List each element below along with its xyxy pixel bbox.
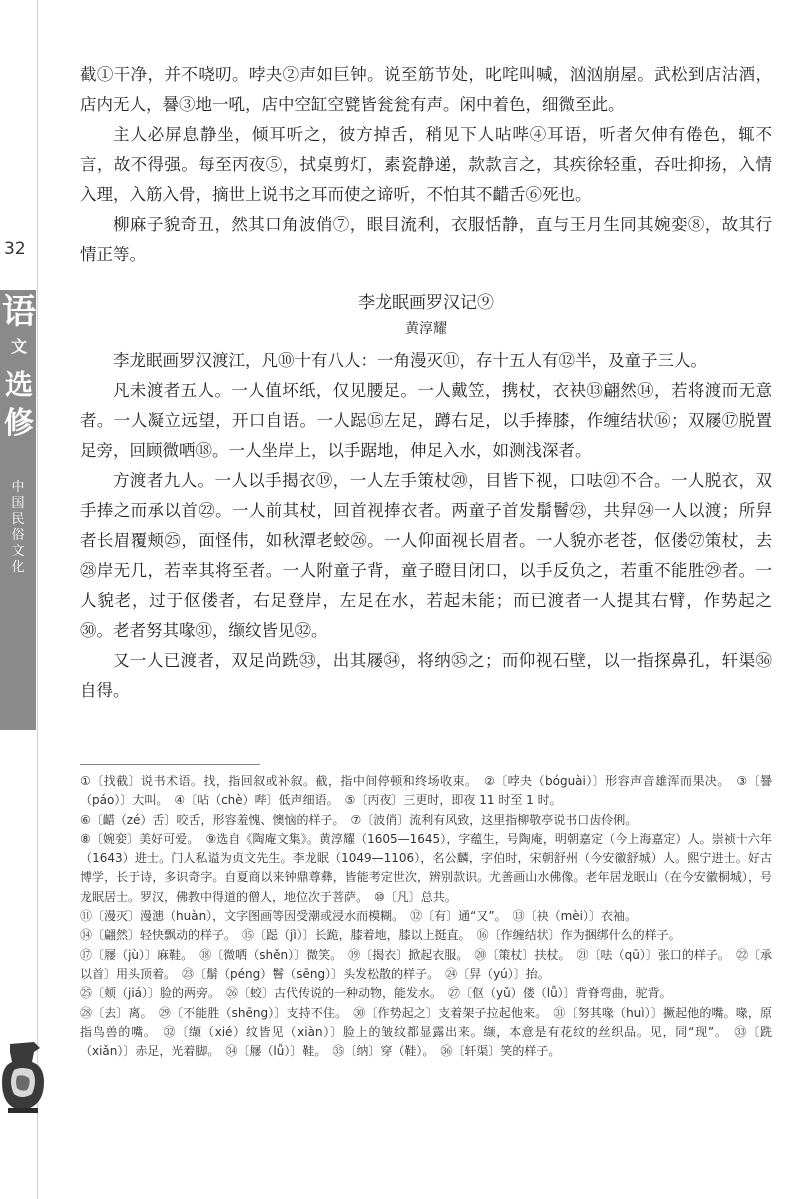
footnote-line: ①〔找截〕说书术语。找，指回叙或补叙。截，指中间停顿和终场收束。 ②〔哱夬（bóguài）〕形容声音雄浑而果决。 ③〔謈（páo）〕大叫。 ④〔呫（chè）哔〕低声细语。 ⑤〔丙夜〕三更时，即夜 11 时至 1 时。 (80, 774, 772, 808)
vertical-title-char: 选 (4, 368, 33, 401)
paragraph: 李龙眠画罗汉渡江，凡⑩十有八人：一角漫灭⑪，存十五人有⑫半，及童子三人。 (113, 351, 707, 370)
vertical-title-char: 语 (2, 292, 36, 332)
footnote-line: ⑪〔漫灭〕漫漶（huàn），文字图画等因受潮或浸水而模糊。 ⑫〔有〕通“又”。 ⑬〔袂（mèi）〕衣袖。 (80, 909, 638, 924)
paragraph: 截①干净，并不哓叨。哱夬②声如巨钟。说至筋节处，叱咤叫喊，汹汹崩屋。武松到店沽酒，店内无人，謈③地一吼，店中空缸空甓皆瓮瓮有声。闲中着色，细微至此。 (80, 65, 772, 114)
vertical-subtitle-char: 俗 (11, 528, 25, 543)
vertical-subtitle-char: 民 (11, 512, 25, 527)
footnote-line: ㉘〔去〕离。 ㉙〔不能胜（shēng）〕支持不住。 ㉚〔作势起之〕支着架子拉起他来。 ㉛〔努其喙（huì）〕撅起他的嘴。喙，原指鸟兽的嘴。 ㉜〔缬（xié）纹皆见（xiàn）〕脸上的皱纹都显露出来。缬，本意是有花纹的丝织品。见，同“现”。 ㉝〔跣（xiǎn）〕赤足，光着脚。 ㉞〔屦（lǚ）〕鞋。 ㉟〔纳〕穿（鞋）。 ㊱〔轩渠〕笑的样子。 (80, 1005, 772, 1059)
paragraph: 柳麻子貌奇丑，然其口角波俏⑦，眼目流利，衣服恬静，直与王月生同其婉娈⑧，故其行情正等。 (80, 215, 772, 264)
vertical-subtitle-char: 化 (11, 560, 25, 575)
vertical-subtitle (10, 480, 26, 576)
paragraph: 又一人已渡者，双足尚跣㉝，出其屦㉞，将纳㉟之；而仰视石壁，以一指探鼻孔，轩渠㊱自得。 (80, 651, 772, 700)
vertical-subtitle-char: 文 (11, 544, 25, 559)
vertical-book-title (2, 292, 36, 441)
article-author: 黄淳耀 (405, 321, 447, 337)
footnote-line: ⑧〔婉娈〕美好可爱。 ⑨选自《陶庵文集》。黄淳耀（1605—1645），字蕴生，号陶庵，明朝嘉定（今上海嘉定）人。崇祯十六年（1643）进士。门人私谥为贞文先生。李龙眠（1049—1106），名公麟，字伯时，宋朝舒州（今安徽舒城）人。熙宁进士。好古博学，长于诗，多识奇字。自夏商以来钟鼎尊彝，皆能考定世次，辨别款识。尤善画山水佛像。老年居龙眠山（在今安徽桐城），号龙眠居士。罗汉，佛教中得道的僧人，地位次于菩萨。 ⑩〔凡〕总共。 (80, 831, 772, 904)
main-text (80, 60, 772, 706)
page-number: 32 (4, 239, 26, 259)
footnote-line: ⑰〔屦（jù）〕麻鞋。 ⑱〔微哂（shěn）〕微笑。 ⑲〔揭衣〕掀起衣服。 ⑳〔策杖〕扶杖。 ㉑〔呿（qū）〕张口的样子。 ㉒〔承以首〕用头顶着。 ㉓〔鬅（péng）鬙（sēng）〕头发松散的样子。 ㉔〔舁（yú）〕抬。 (80, 947, 772, 981)
paragraph: 方渡者九人。一人以手揭衣⑲，一人左手策杖⑳，目皆下视，口呿㉑不合。一人脱衣，双手捧之而承以首㉒。一人前其杖，回首视捧衣者。两童子首发鬅鬙㉓，共舁㉔一人以渡；所舁者长眉覆颊㉕，面怪伟，如秋潭老蛟㉖。一人仰面视长眉者。一人貌亦老苍，伛偻㉗策杖，去㉘岸无几，若幸其将至者。一人附童子背，童子瞪目闭口，以手反负之，若重不能胜㉙者。一人貌老，过于伛偻者，右足登岸，左足在水，若起未能；而已渡者一人提其右臂，作势起之㉚。老者努其喙㉛，缬纹皆见㉜。 (80, 471, 772, 640)
paragraph: 主人必屏息静坐，倾耳听之，彼方掉舌，稍见下人呫哔④耳语，听者欠伸有倦色，辄不言，故不得强。每至丙夜⑤，拭桌剪灯，素瓷静递，款款言之，其疾徐轻重，吞吐抑扬，入情入理，入筋入骨，摘世上说书之耳而使之谛听，不怕其不齰舌⑥死也。 (80, 125, 772, 204)
vertical-title-char: 文 (10, 337, 27, 356)
footnote-divider (80, 764, 260, 765)
footnote-line: ㉕〔颊（jiá）〕脸的两旁。 ㉖〔蛟〕古代传说的一种动物，能发水。 ㉗〔伛（yǔ）偻（lǚ）〕背脊弯曲，驼背。 (80, 986, 672, 1001)
jug-ornament-icon (0, 1036, 48, 1116)
vertical-subtitle-char: 中 (11, 480, 25, 495)
margin-rule (37, 0, 38, 1199)
vertical-title-char: 修 (4, 406, 34, 441)
footnote-line: ⑥〔齰（zé）舌〕咬舌，形容羞愧、懊恼的样子。 ⑦〔波俏〕流利有风致，这里指柳敬亭说书口齿伶俐。 (80, 812, 638, 827)
footnote-line: ⑭〔翩然〕轻快飘动的样子。 ⑮〔跽（jì）〕长跪，膝着地，膝以上挺直。 ⑯〔作缠结状〕作为捆绑什么的样子。 (80, 928, 681, 943)
article-title: 李龙眠画罗汉记⑨ (358, 293, 494, 313)
vertical-subtitle-char: 国 (11, 496, 25, 511)
paragraph: 凡未渡者五人。一人值坏纸，仅见腰足。一人戴笠，携杖，衣袂⑬翩然⑭，若将渡而无意者。一人凝立远望，开口自语。一人跽⑮左足，蹲右足，以手捧膝，作缠结状⑯；双屦⑰脱置足旁，回顾微哂⑱。一人坐岸上，以手踞地，伸足入水，如测浅深者。 (80, 381, 772, 460)
footnotes (80, 772, 772, 1061)
